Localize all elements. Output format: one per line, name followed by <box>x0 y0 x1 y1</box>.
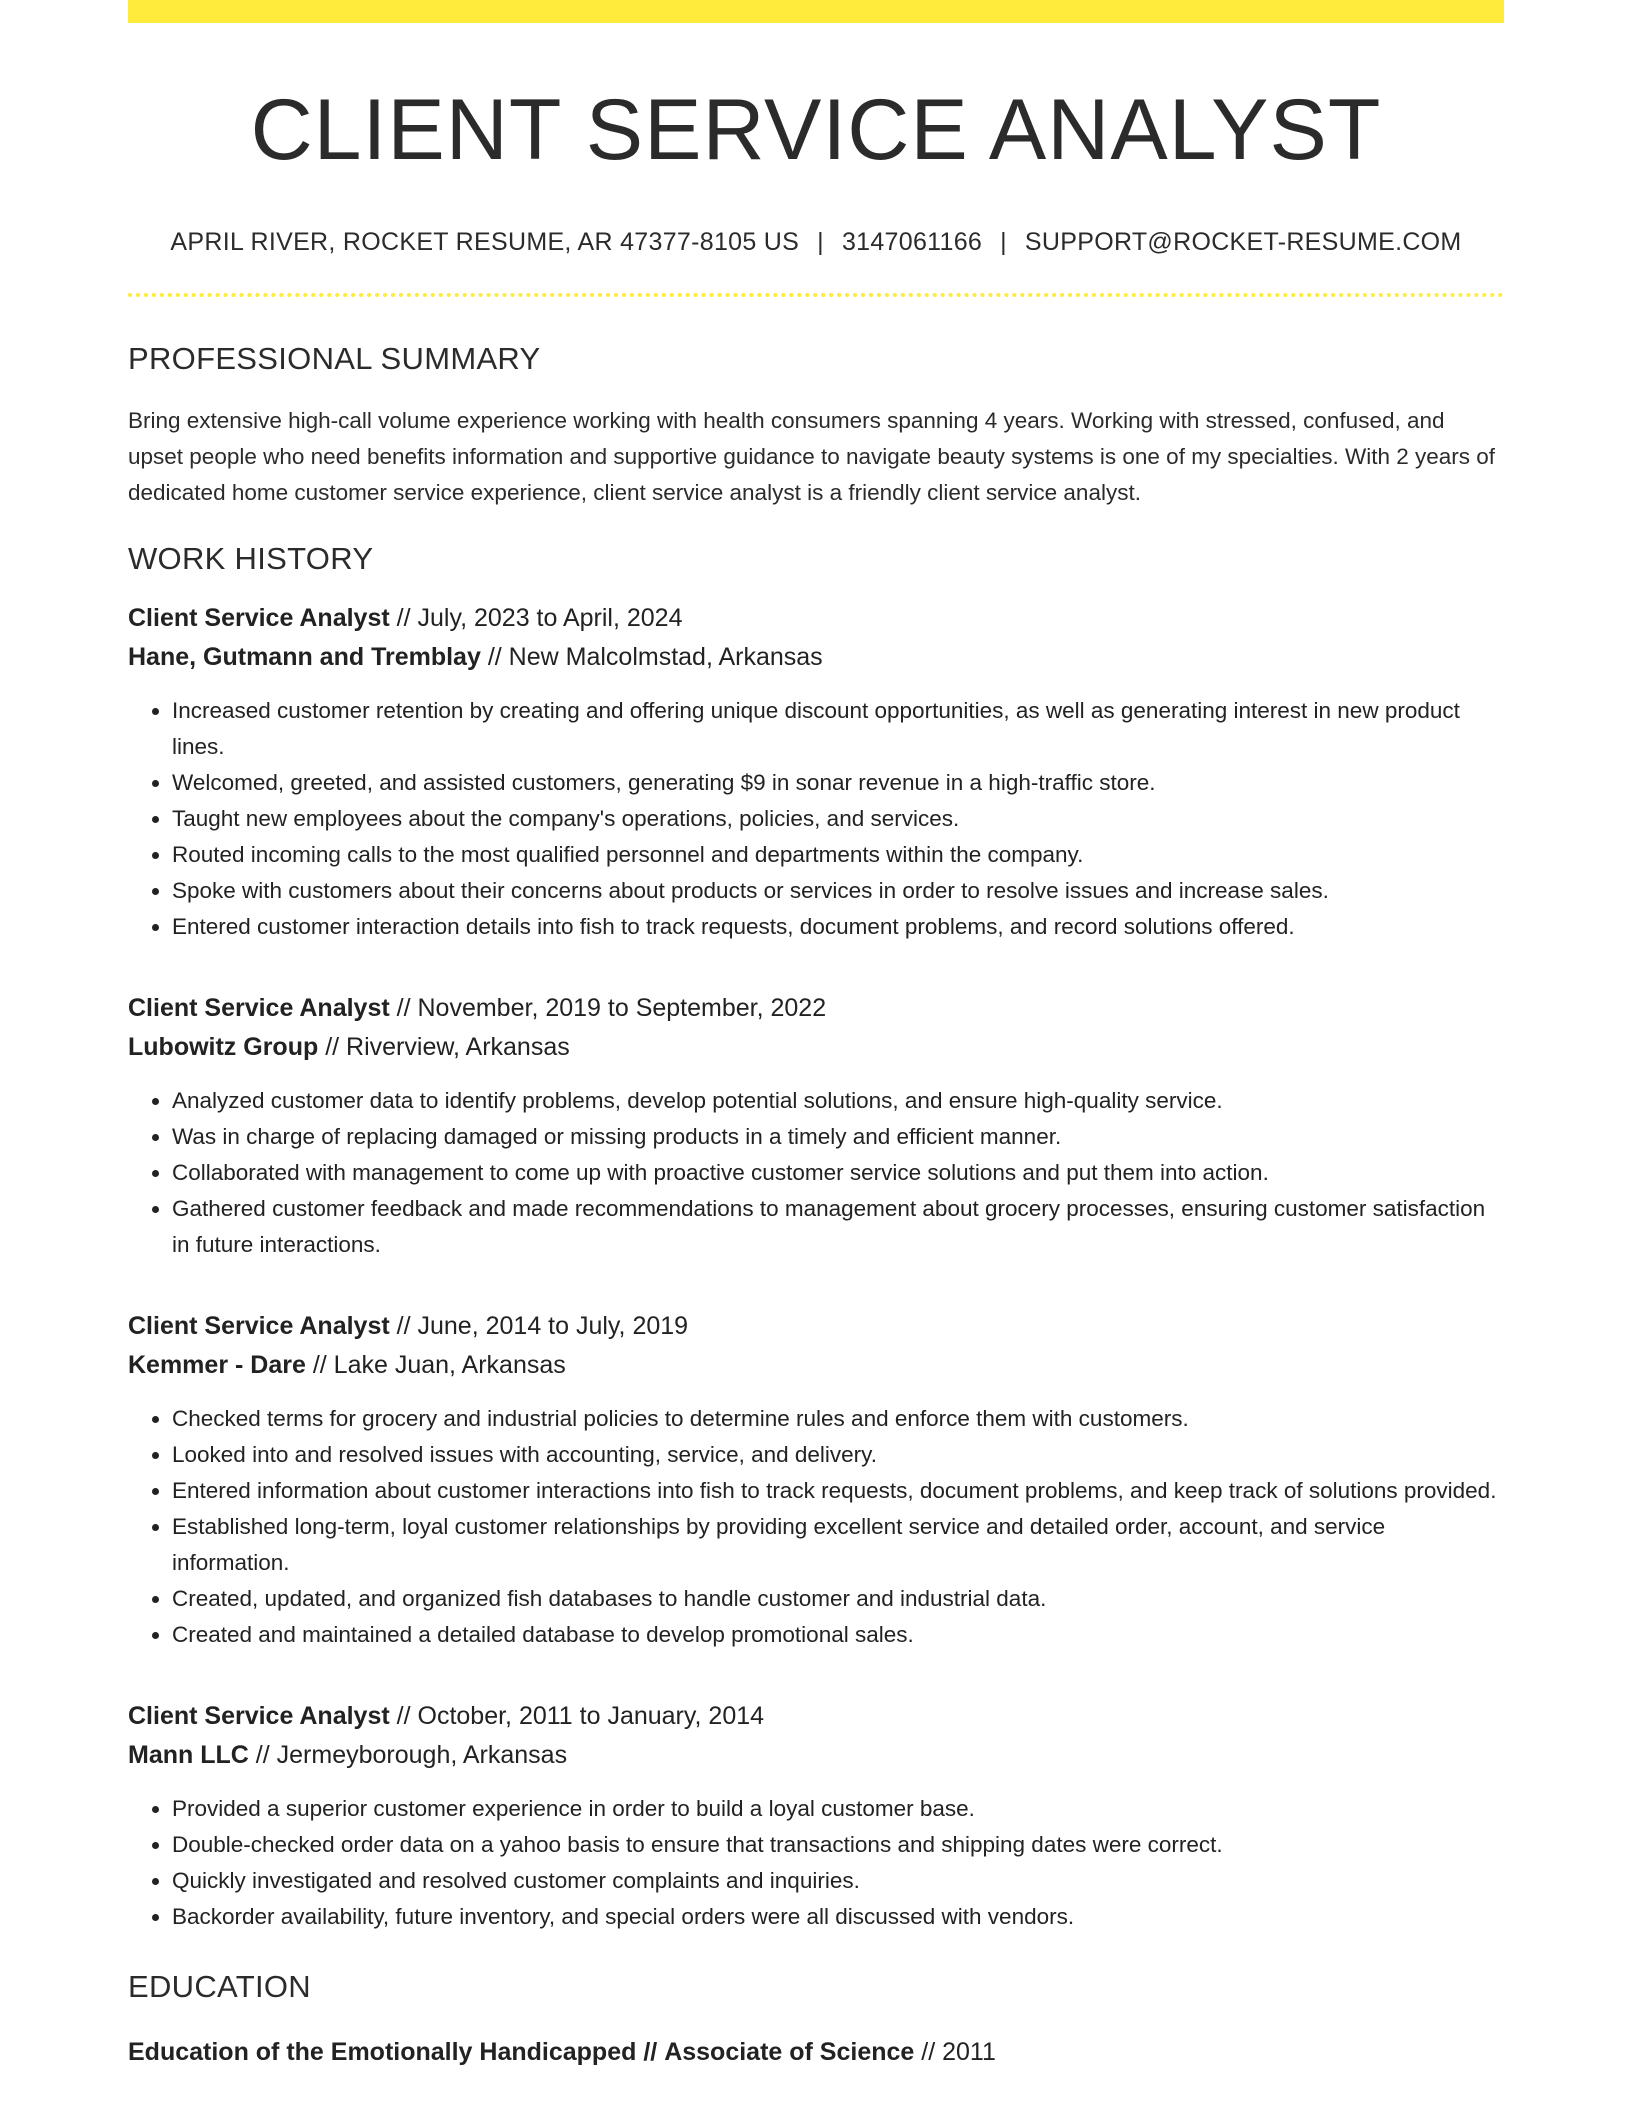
work-history-heading: WORK HISTORY <box>128 540 374 576</box>
education-degree: Associate of Science <box>664 2037 915 2066</box>
contact-email: SUPPORT@ROCKET-RESUME.COM <box>1024 227 1462 256</box>
job-bullet: • Quickly investigated and resolved customer complaints and inquiries. <box>172 1863 1504 1899</box>
education-field: Education of the Emotionally Handicapped <box>128 2037 637 2066</box>
job-delimiter: // <box>312 1350 327 1379</box>
job-company-line <box>128 638 1504 677</box>
education-heading: EDUCATION <box>128 1968 311 2004</box>
job-bullet: • Entered information about customer interactions into fish to track requests, document problems, and keep track of solutions provided. <box>172 1473 1504 1509</box>
dotted-divider <box>128 293 1504 297</box>
job-location: New Malcolmstad, Arkansas <box>508 642 823 671</box>
job-delimiter: // <box>396 1701 411 1730</box>
top-accent-bar <box>128 0 1504 23</box>
job-location: Lake Juan, Arkansas <box>333 1350 566 1379</box>
job-bullet: • Welcomed, greeted, and assisted customers, generating $9 in sonar revenue in a high-traffic store. <box>172 765 1504 801</box>
job-title-line <box>128 599 1504 638</box>
contact-phone: 3147061166 <box>841 227 983 256</box>
job-company: Lubowitz Group <box>128 1032 319 1061</box>
job-bullet: • Gathered customer feedback and made recommendations to management about grocery processes, ensuring customer satisfaction in future interactions. <box>172 1191 1504 1263</box>
education-year: 2011 <box>942 2037 996 2066</box>
job-bullet: • Created, updated, and organized fish databases to handle customer and industrial data. <box>172 1581 1504 1617</box>
job-delimiter: // <box>487 642 502 671</box>
job-bullet: • Spoke with customers about their concerns about products or services in order to resolve issues and increase sales. <box>172 873 1504 909</box>
job-bullet: • Taught new employees about the company's operations, policies, and services. <box>172 801 1504 837</box>
job-company: Kemmer - Dare <box>128 1350 306 1379</box>
job-bullet: • Created and maintained a detailed database to develop promotional sales. <box>172 1617 1504 1653</box>
contact-line <box>128 228 1504 257</box>
job-bullet: • Provided a superior customer experience in order to build a loyal customer base. <box>172 1791 1504 1827</box>
job-bullet: • Established long-term, loyal customer relationships by providing excellent service and detailed order, account, and service information. <box>172 1509 1504 1581</box>
job-location: Jermeyborough, Arkansas <box>276 1740 568 1769</box>
job-title-line <box>128 1697 1504 1736</box>
summary-heading: PROFESSIONAL SUMMARY <box>128 340 541 376</box>
job-bullet: • Was in charge of replacing damaged or missing products in a timely and efficient manner. <box>172 1119 1504 1155</box>
education-entry <box>128 2033 1504 2072</box>
work-history-list <box>128 599 1504 1935</box>
job-entry <box>128 599 1504 945</box>
job-role: Client Service Analyst <box>128 1701 390 1730</box>
job-bullet: • Entered customer interaction details into fish to track requests, document problems, and record solutions offered. <box>172 909 1504 945</box>
job-role: Client Service Analyst <box>128 993 390 1022</box>
resume-name: CLIENT SERVICE ANALYST <box>250 82 1382 178</box>
job-bullet-list <box>128 693 1504 945</box>
job-company-line <box>128 1346 1504 1385</box>
job-entry <box>128 1697 1504 1935</box>
job-location: Riverview, Arkansas <box>346 1032 570 1061</box>
job-dates: October, 2011 to January, 2014 <box>417 1701 765 1730</box>
contact-separator: | <box>1000 227 1007 256</box>
job-bullet-list <box>128 1791 1504 1935</box>
job-delimiter: // <box>255 1740 270 1769</box>
job-role: Client Service Analyst <box>128 603 390 632</box>
job-delimiter: // <box>396 993 411 1022</box>
job-bullet: • Routed incoming calls to the most qualified personnel and departments within the company. <box>172 837 1504 873</box>
job-delimiter: // <box>396 603 411 632</box>
job-bullet-list <box>128 1401 1504 1653</box>
job-bullet: • Analyzed customer data to identify problems, develop potential solutions, and ensure high-quality service. <box>172 1083 1504 1119</box>
summary-text: Bring extensive high-call volume experience working with health consumers spanning 4 years. Working with stressed, confused, and upset people who need benefits information and supportive guidance to navigate beauty systems is one of my specialties. With 2 years of dedicated home customer service experience, client service analyst is a friendly client service analyst. <box>128 407 1496 505</box>
job-company: Hane, Gutmann and Tremblay <box>128 642 481 671</box>
job-title-line <box>128 989 1504 1028</box>
job-entry <box>128 989 1504 1263</box>
job-bullet: • Backorder availability, future inventory, and special orders were all discussed with vendors. <box>172 1899 1504 1935</box>
education-delimiter: // <box>643 2037 658 2066</box>
contact-address: APRIL RIVER, ROCKET RESUME, AR 47377-8105 US <box>170 227 800 256</box>
job-bullet: • Increased customer retention by creating and offering unique discount opportunities, as well as generating interest in new product lines. <box>172 693 1504 765</box>
education-year-delimiter: // <box>921 2037 936 2066</box>
job-bullet-list <box>128 1083 1504 1263</box>
job-dates: June, 2014 to July, 2019 <box>417 1311 689 1340</box>
job-role: Client Service Analyst <box>128 1311 390 1340</box>
job-company: Mann LLC <box>128 1740 249 1769</box>
job-bullet: • Looked into and resolved issues with accounting, service, and delivery. <box>172 1437 1504 1473</box>
job-delimiter: // <box>396 1311 411 1340</box>
job-bullet: • Double-checked order data on a yahoo basis to ensure that transactions and shipping dates were correct. <box>172 1827 1504 1863</box>
job-company-line <box>128 1736 1504 1775</box>
job-title-line <box>128 1307 1504 1346</box>
contact-separator: | <box>817 227 824 256</box>
job-entry <box>128 1307 1504 1653</box>
job-dates: July, 2023 to April, 2024 <box>417 603 683 632</box>
job-dates: November, 2019 to September, 2022 <box>417 993 827 1022</box>
job-bullet: • Checked terms for grocery and industrial policies to determine rules and enforce them with customers. <box>172 1401 1504 1437</box>
job-company-line <box>128 1028 1504 1067</box>
resume-page <box>128 0 1504 2072</box>
job-bullet: • Collaborated with management to come up with proactive customer service solutions and put them into action. <box>172 1155 1504 1191</box>
job-delimiter: // <box>325 1032 340 1061</box>
